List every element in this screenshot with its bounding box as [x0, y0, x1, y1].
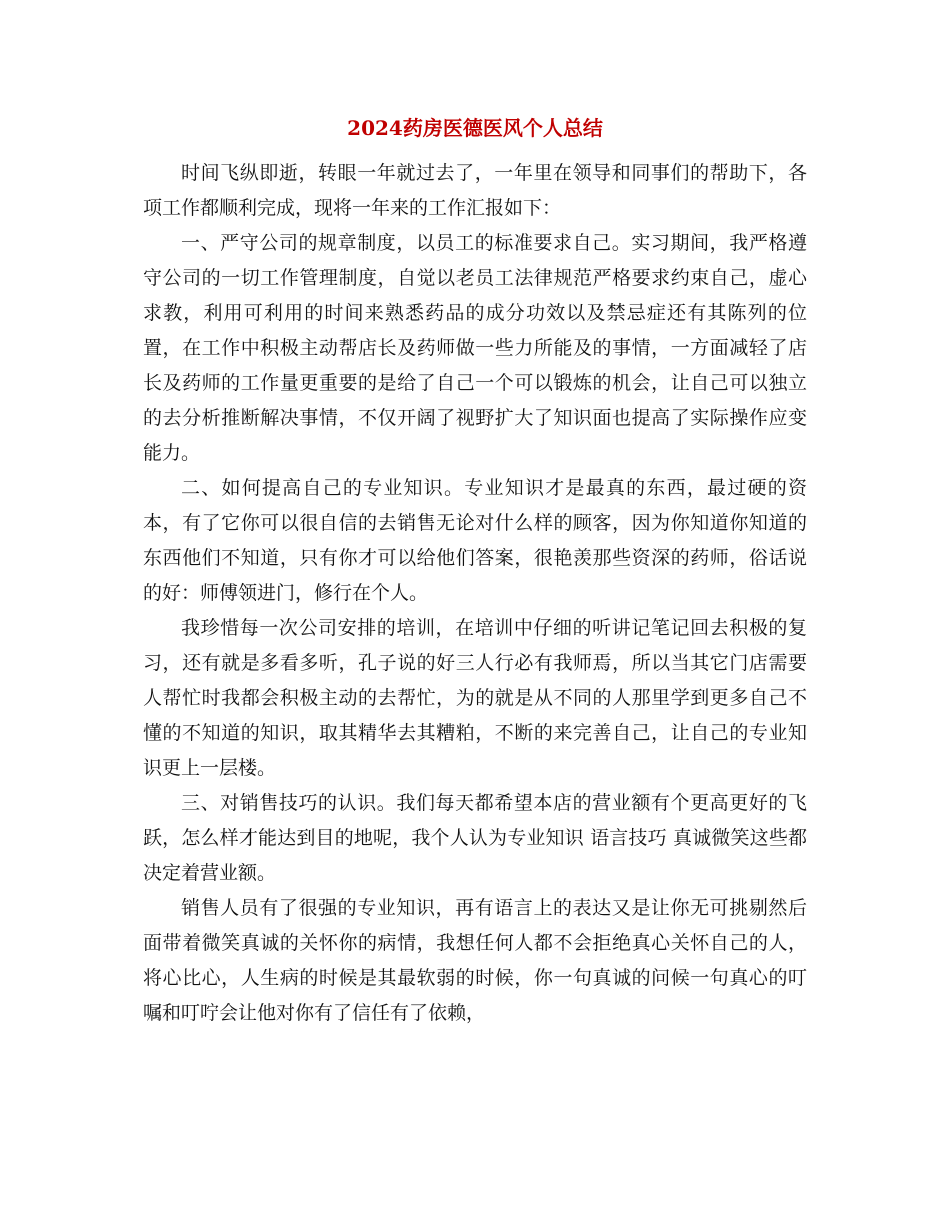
paragraph: 我珍惜每一次公司安排的培训，在培训中仔细的听讲记笔记回去积极的复习，还有就是多看多听，孔子说的好三人行必有我师焉，所以当其它门店需要人帮忙时我都会积极主动的去帮忙，为的就是从不同的人那里学到更多自己不懂的不知道的知识，取其精华去其糟粕，不断的来完善自己，让自己的专业知识更上一层楼。 [143, 617, 807, 779]
paragraph: 时间飞纵即逝，转眼一年就过去了，一年里在领导和同事们的帮助下，各项工作都顺利完成，现将一年来的工作汇报如下： [143, 162, 807, 219]
document-title: 2024药房医德医风个人总结 [347, 116, 603, 140]
paragraph: 三、对销售技巧的认识。我们每天都希望本店的营业额有个更高更好的飞跃，怎么样才能达到目的地呢，我个人认为专业知识 语言技巧 真诚微笑这些都决定着营业额。 [143, 792, 807, 884]
paragraph: 销售人员有了很强的专业知识，再有语言上的表达又是让你无可挑剔然后面带着微笑真诚的关怀你的病情，我想任何人都不会拒绝真心关怀自己的人，将心比心，人生病的时候是其最软弱的时候，你一句真诚的问候一句真心的叮嘱和叮咛会让他对你有了信任有了依赖， [143, 897, 807, 1024]
document-body [143, 156, 807, 1031]
paragraph: 二、如何提高自己的专业知识。专业知识才是最真的东西，最过硬的资本，有了它你可以很自信的去销售无论对什么样的顾客，因为你知道你知道的东西他们不知道，只有你才可以给他们答案，很艳羡那些资深的药师，俗话说的好：师傅领进门，修行在个人。 [143, 477, 807, 604]
paragraph: 一、严守公司的规章制度，以员工的标准要求自己。实习期间，我严格遵守公司的一切工作管理制度，自觉以老员工法律规范严格要求约束自己，虚心求教，利用可利用的时间来熟悉药品的成分功效以及禁忌症还有其陈列的位置，在工作中积极主动帮店长及药师做一些力所能及的事情，一方面减轻了店长及药师的工作量更重要的是给了自己一个可以锻炼的机会，让自己可以独立的去分析推断解决事情，不仅开阔了视野扩大了知识面也提高了实际操作应变能力。 [143, 232, 807, 464]
